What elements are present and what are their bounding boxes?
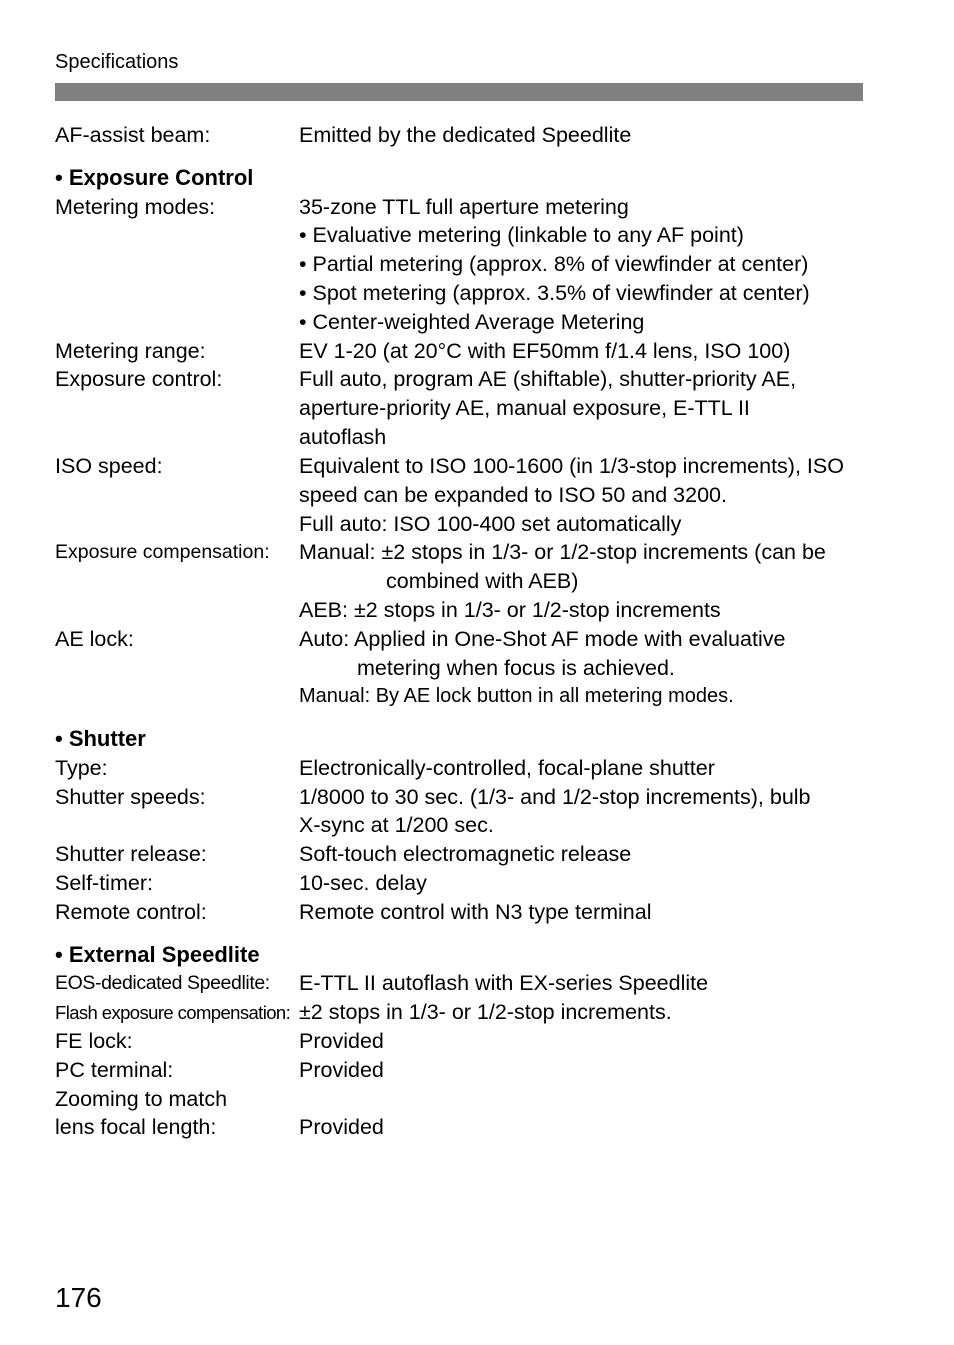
spec-row bbox=[0, 811, 954, 840]
spec-label: Exposure control: bbox=[55, 367, 223, 391]
spec-label: Shutter speeds: bbox=[55, 785, 206, 809]
spec-label: Flash exposure compensation: bbox=[55, 1002, 291, 1023]
spec-label: Metering modes: bbox=[55, 195, 216, 219]
spec-label: Type: bbox=[55, 756, 108, 780]
spec-value: • Evaluative metering (linkable to any AF point) bbox=[299, 223, 744, 247]
header-rule bbox=[55, 83, 863, 101]
spec-row bbox=[0, 567, 954, 596]
spec-row bbox=[0, 625, 954, 654]
spec-value: Full auto: ISO 100-400 set automatically bbox=[299, 512, 682, 536]
spec-value: combined with AEB) bbox=[386, 569, 579, 593]
spec-value: X-sync at 1/200 sec. bbox=[299, 813, 494, 837]
spec-label: Metering range: bbox=[55, 339, 206, 363]
spec-label: AE lock: bbox=[55, 627, 134, 651]
spec-value: ±2 stops in 1/3- or 1/2-stop increments. bbox=[299, 1000, 672, 1024]
spec-row bbox=[0, 538, 954, 567]
spec-row bbox=[0, 898, 954, 927]
section-title: • Exposure Control bbox=[55, 165, 254, 190]
spec-row bbox=[0, 1085, 954, 1114]
spec-value: • Center-weighted Average Metering bbox=[299, 310, 645, 334]
spec-row bbox=[0, 481, 954, 510]
spec-value: 1/8000 to 30 sec. (1/3- and 1/2-stop increments), bulb bbox=[299, 785, 811, 809]
spec-label: Shutter release: bbox=[55, 842, 207, 866]
spec-value: autoflash bbox=[299, 425, 387, 449]
spec-value: 35-zone TTL full aperture metering bbox=[299, 195, 629, 219]
spec-label: Self-timer: bbox=[55, 871, 153, 895]
spec-value: Remote control with N3 type terminal bbox=[299, 900, 652, 924]
spec-label: Exposure compensation: bbox=[55, 541, 270, 563]
spec-value: • Partial metering (approx. 8% of viewfinder at center) bbox=[299, 252, 809, 276]
spec-value: aperture-priority AE, manual exposure, E-TTL II bbox=[299, 396, 750, 420]
spec-label: AF-assist beam: bbox=[55, 123, 211, 147]
spec-row bbox=[0, 221, 954, 250]
section-heading bbox=[0, 724, 954, 753]
spec-value: Full auto, program AE (shiftable), shutter-priority AE, bbox=[299, 367, 797, 391]
spec-row bbox=[0, 250, 954, 279]
spec-row bbox=[0, 452, 954, 481]
spec-label: EOS-dedicated Speedlite: bbox=[55, 972, 270, 994]
spec-value: speed can be expanded to ISO 50 and 3200. bbox=[299, 483, 727, 507]
spec-label: lens focal length: bbox=[55, 1115, 217, 1139]
spec-row bbox=[0, 754, 954, 783]
page-number: 176 bbox=[55, 1282, 102, 1313]
spec-row bbox=[0, 279, 954, 308]
spec-value: metering when focus is achieved. bbox=[357, 656, 675, 680]
spec-value: • Spot metering (approx. 3.5% of viewfinder at center) bbox=[299, 281, 810, 305]
spec-label: Remote control: bbox=[55, 900, 207, 924]
spec-value: Provided bbox=[299, 1029, 384, 1053]
section-heading bbox=[0, 163, 954, 192]
spec-row bbox=[0, 969, 954, 998]
spec-row bbox=[0, 121, 954, 150]
section-title: • Shutter bbox=[55, 726, 146, 751]
spec-row bbox=[0, 365, 954, 394]
spec-value: EV 1-20 (at 20°C with EF50mm f/1.4 lens, ISO 100) bbox=[299, 339, 791, 363]
spec-value: 10-sec. delay bbox=[299, 871, 427, 895]
spec-label: PC terminal: bbox=[55, 1058, 174, 1082]
spec-value: Soft-touch electromagnetic release bbox=[299, 842, 632, 866]
spec-value: Provided bbox=[299, 1115, 384, 1139]
spec-row bbox=[0, 654, 954, 683]
spec-value: Provided bbox=[299, 1058, 384, 1082]
spec-value: Manual: ±2 stops in 1/3- or 1/2-stop increments (can be bbox=[299, 540, 826, 564]
spec-row bbox=[0, 1056, 954, 1085]
section-title: • External Speedlite bbox=[55, 942, 260, 967]
spec-row bbox=[0, 423, 954, 452]
spec-value: Emitted by the dedicated Speedlite bbox=[299, 123, 632, 147]
spec-row bbox=[0, 869, 954, 898]
spec-value: AEB: ±2 stops in 1/3- or 1/2-stop increments bbox=[299, 598, 721, 622]
spec-row bbox=[0, 308, 954, 337]
spec-row bbox=[0, 596, 954, 625]
spec-value: Manual: By AE lock button in all metering modes. bbox=[299, 685, 734, 707]
spec-row bbox=[0, 1027, 954, 1056]
spec-value: E-TTL II autoflash with EX-series Speedlite bbox=[299, 971, 709, 995]
spec-value: Electronically-controlled, focal-plane shutter bbox=[299, 756, 715, 780]
spec-label: FE lock: bbox=[55, 1029, 133, 1053]
spec-row bbox=[0, 840, 954, 869]
spec-value: Auto: Applied in One-Shot AF mode with evaluative bbox=[299, 627, 786, 651]
spec-label: ISO speed: bbox=[55, 454, 163, 478]
spec-row bbox=[0, 510, 954, 539]
spec-row bbox=[0, 337, 954, 366]
spec-label: Zooming to match bbox=[55, 1087, 228, 1111]
spec-value: Equivalent to ISO 100-1600 (in 1/3-stop increments), ISO bbox=[299, 454, 844, 478]
spec-row bbox=[0, 193, 954, 222]
spec-row bbox=[0, 783, 954, 812]
spec-row bbox=[0, 1113, 954, 1142]
section-heading bbox=[0, 940, 954, 969]
running-header: Specifications bbox=[55, 51, 179, 73]
spec-row bbox=[0, 682, 954, 711]
spec-row bbox=[0, 394, 954, 423]
spec-row bbox=[0, 998, 954, 1027]
